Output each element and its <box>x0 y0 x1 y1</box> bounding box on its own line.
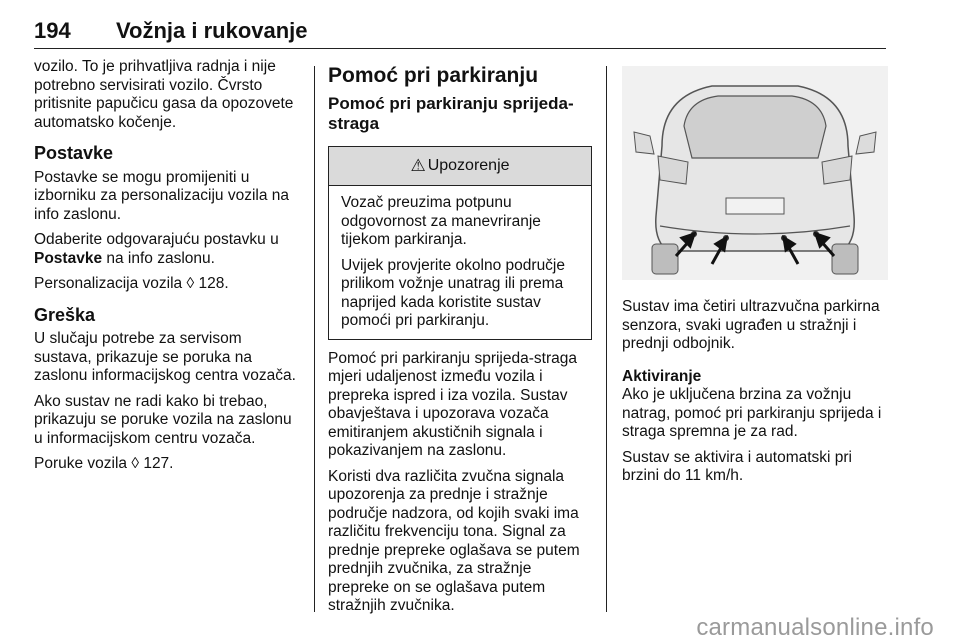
warning-title: Upozorenje <box>427 156 510 174</box>
settings-term: Postavke <box>34 249 103 267</box>
paragraph-signals: Koristi dva različita zvučna signala upozorenja za prednje i stražnje područje nadzora, od kojih svaki ima različitu frekvenciju tona. Signal za prednje prepreke oglašava se putem prednjih zvučnika, za stražnje prepreke on se oglašava putem stražnjih zvučnika. <box>328 467 580 614</box>
header-divider <box>34 48 886 49</box>
heading-greska: Greška <box>34 304 96 325</box>
heading-aktiviranje: Aktiviranje <box>622 367 702 385</box>
paragraph-activation: Ako je uključena brzina za vožnju natrag, pomoć pri parkiranju sprijeda i straga spremna je za rad. <box>622 386 882 440</box>
paragraph-select-setting <box>34 231 302 268</box>
column-divider-1 <box>314 66 315 612</box>
warning-paragraph-2: Uvijek provjerite okolno područje prilikom vožnje unatrag ili prema naprijed kada koristite sustav pomoći pri parkiranju. <box>341 256 566 329</box>
heading-postavke: Postavke <box>34 143 114 163</box>
paragraph-malfunction: Ako sustav ne radi kako bi trebao, prikazuju se poruke vozila na zaslonu u informacijskom centru vozača. <box>34 392 292 447</box>
column-left <box>34 58 302 481</box>
paragraph-service: U slučaju potrebe za servisom sustava, prikazuje se poruka na zaslonu informacijskog centra vozača. <box>34 330 296 384</box>
section-title: Pomoć pri parkiranju <box>328 64 539 87</box>
chapter-title: Vožnja i rukovanje <box>116 18 308 43</box>
reference-personalization: Personalizacija vozila ◊ 128. <box>34 275 229 292</box>
column-middle <box>328 64 592 623</box>
car-rear-illustration <box>622 66 888 280</box>
warning-body <box>329 186 591 339</box>
text-pre: Odaberite odgovarajuću postavku u <box>34 231 279 248</box>
page-header <box>34 12 886 50</box>
column-divider-2 <box>606 66 607 612</box>
text-post: na info zaslonu. <box>102 249 215 267</box>
watermark: carmanualsonline.info <box>696 614 934 641</box>
paragraph-auto-activation: Sustav se aktivira i automatski pri brzini do 11 km/h. <box>622 448 853 484</box>
reference-vehicle-messages: Poruke vozila ◊ 127. <box>34 455 174 472</box>
paragraph-settings: Postavke se mogu promijeniti u izborniku za personalizaciju vozila na info zaslonu. <box>34 168 290 223</box>
paragraph-continued: vozilo. To je prihvatljiva radnja i nije potrebno servisirati vozilo. Čvrsto pritisnite papučicu gasa da opozovete automatsko kočenje. <box>34 58 294 131</box>
column-right <box>622 66 892 493</box>
page-number: 194 <box>34 18 71 43</box>
paragraph-sensors: Sustav ima četiri ultrazvučna parkirna senzora, svaki ugrađen u stražnji i prednji odbojnik. <box>622 298 880 352</box>
subsection-title: Pomoć pri parkiranju sprijeda-straga <box>328 94 574 133</box>
warning-header <box>329 147 591 186</box>
warning-box <box>328 146 592 340</box>
warning-triangle-icon: ⚠ <box>410 155 426 175</box>
warning-paragraph-1: Vozač preuzima potpunu odgovornost za manevriranje tijekom parkiranja. <box>341 194 541 248</box>
paragraph-function: Pomoć pri parkiranju sprijeda-straga mjeri udaljenost između vozila i prepreka ispred i iza vozila. Sustav obavještava i upozorava vozača emitiranjem akustičnih signala i pokazivanjem na zaslonu. <box>328 349 577 459</box>
